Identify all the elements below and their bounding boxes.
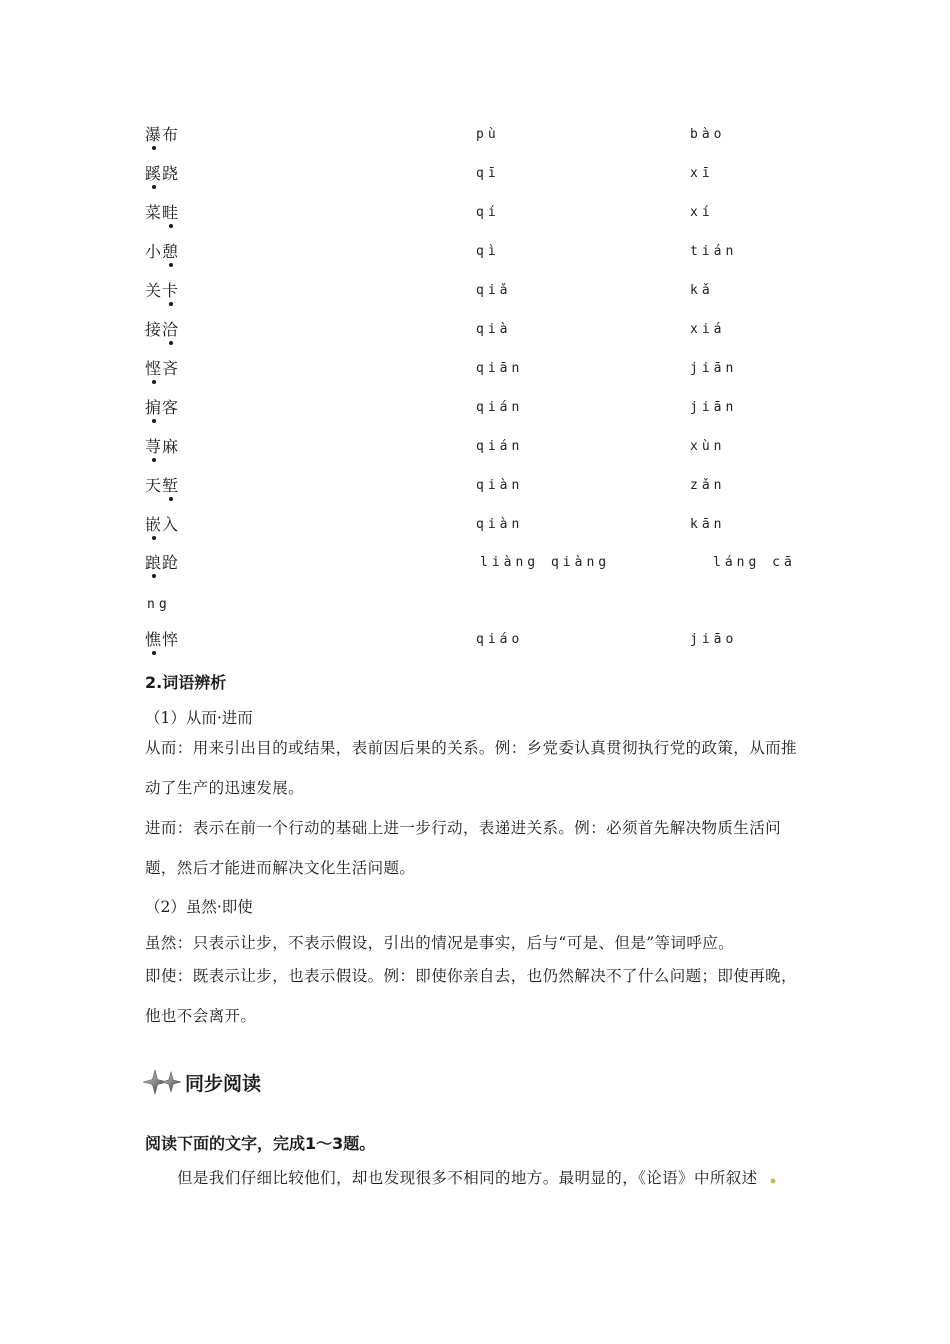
pinyin-b: jiān xyxy=(690,400,738,415)
word: 瀑布 xyxy=(145,125,180,144)
pinyin-b: láng cā xyxy=(713,555,796,570)
table-row xyxy=(0,398,950,428)
pinyin-b: xí xyxy=(690,205,714,220)
word: 小憩 xyxy=(145,242,180,261)
pinyin-b: tián xyxy=(690,244,738,259)
pinyin-b: bào xyxy=(690,127,726,142)
emphasis-dot xyxy=(152,380,156,384)
definition: 虽然：只表示让步，不表示假设，引出的情况是事实，后与“可是、但是”等词呼应。 xyxy=(145,934,735,952)
table-row xyxy=(0,437,950,467)
word: 关卡 xyxy=(145,281,180,300)
pinyin-a: qì xyxy=(476,244,500,259)
pinyin-b: jiāo xyxy=(690,632,738,647)
emphasis-dot xyxy=(169,497,173,501)
table-row xyxy=(0,630,950,660)
section-title-text: 同步阅读 xyxy=(185,1072,262,1095)
pinyin-a: qiǎ xyxy=(476,283,512,298)
pinyin-a: qián xyxy=(476,439,524,454)
word: 憔悴 xyxy=(145,630,180,649)
pinyin-a: qià xyxy=(476,322,512,337)
pinyin-b: kǎ xyxy=(690,283,714,298)
word: 天堑 xyxy=(145,476,180,495)
table-row xyxy=(0,553,950,583)
pinyin-b: jiān xyxy=(690,361,738,376)
emphasis-dot xyxy=(152,536,156,540)
table-row xyxy=(0,125,950,155)
paragraph-text: 但是我们仔细比较他们，却也发现很多不相同的地方。最明显的，《论语》中所叙述 xyxy=(177,1169,758,1187)
pinyin-b: xī xyxy=(690,166,714,181)
emphasis-dot xyxy=(152,574,156,578)
pinyin-b-wrap: ng xyxy=(147,597,171,612)
emphasis-dot xyxy=(169,302,173,306)
word: 接洽 xyxy=(145,320,180,339)
pinyin-b: xùn xyxy=(690,439,726,454)
reading-instruction: 阅读下面的文字，完成1～3题。 xyxy=(145,1134,376,1153)
table-row xyxy=(0,359,950,389)
word: 荨麻 xyxy=(145,437,180,456)
pinyin-a: qián xyxy=(476,400,524,415)
table-row xyxy=(0,515,950,545)
emphasis-dot xyxy=(152,458,156,462)
word: 踉跄 xyxy=(145,553,180,572)
table-row xyxy=(0,281,950,311)
definition: 即使：既表示让步，也表示假设。例：即使你亲自去，也仍然解决不了什么问题；即使再晚，他也不会离开。 xyxy=(145,967,797,1025)
definition: 进而：表示在前一个行动的基础上进一步行动，表递进关系。例：必须首先解决物质生活问题，然后才能进而解决文化生活问题。 xyxy=(145,819,782,877)
word: 菜畦 xyxy=(145,203,180,222)
pinyin-a: qiáo xyxy=(476,632,524,647)
word: 嵌入 xyxy=(145,515,180,534)
section-title xyxy=(143,1066,261,1098)
table-row xyxy=(0,164,950,194)
pair-label: （1）从而·进而 xyxy=(145,709,253,727)
table-row xyxy=(0,476,950,506)
table-row xyxy=(0,203,950,233)
word: 掮客 xyxy=(145,398,180,417)
pinyin-b: zǎn xyxy=(690,478,726,493)
word: 蹊跷 xyxy=(145,164,180,183)
emphasis-dot xyxy=(152,419,156,423)
reading-paragraph xyxy=(177,1166,817,1188)
definition: 从而：用来引出目的或结果，表前因后果的关系。例：乡党委认真贯彻执行党的政策，从而推动了生产的迅速发展。 xyxy=(145,739,797,797)
pinyin-a: qiān xyxy=(476,361,524,376)
section-heading: 2.词语辨析 xyxy=(145,673,227,692)
pinyin-b: xiá xyxy=(690,322,726,337)
table-row xyxy=(0,320,950,350)
emphasis-dot xyxy=(152,146,156,150)
pair-label: （2）虽然·即使 xyxy=(145,898,253,916)
pinyin-a: qī xyxy=(476,166,500,181)
emphasis-dot xyxy=(152,651,156,655)
emphasis-dot xyxy=(169,263,173,267)
pinyin-a: qiàn xyxy=(476,478,524,493)
word: 悭吝 xyxy=(145,359,180,378)
pinyin-a: liàng qiàng xyxy=(480,555,611,570)
sparkle-icon xyxy=(143,1068,183,1096)
watermark-dot-icon xyxy=(769,1177,777,1185)
pinyin-a: qiàn xyxy=(476,517,524,532)
pinyin-a: pù xyxy=(476,127,500,142)
table-row xyxy=(0,242,950,272)
pinyin-b: kān xyxy=(690,517,726,532)
emphasis-dot xyxy=(152,185,156,189)
pinyin-a: qí xyxy=(476,205,500,220)
emphasis-dot xyxy=(169,341,173,345)
emphasis-dot xyxy=(169,224,173,228)
